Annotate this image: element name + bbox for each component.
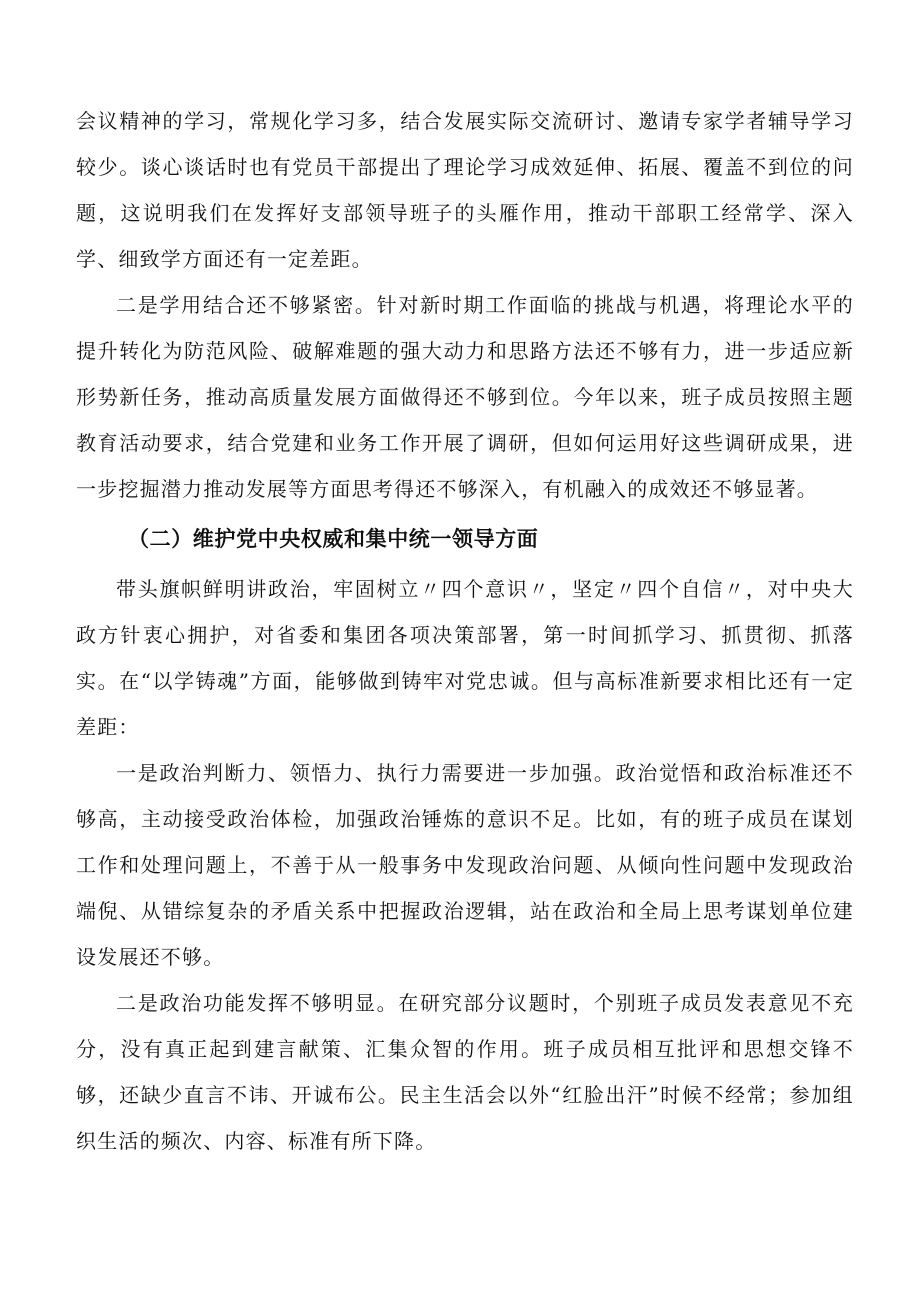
paragraph-study-application: 二是学用结合还不够紧密。针对新时期工作面临的挑战与机遇，将理论水平的提升转化为防范风险、破解难题的强大动力和思路方法还不够有力，进一步适应新形势新任务，推动高质量发展方面做得还不够到位。今年以来，班子成员按照主题教育活动要求，结合党建和业务工作开展了调研，但如何运用好这些调研成果，进一步挖掘潜力推动发展等方面思考得还不够深入，有机融入的成效还不够显著。 bbox=[76, 293, 854, 501]
paragraph-political-function: 二是政治功能发挥不够明显。在研究部分议题时，个别班子成员发表意见不充分，没有真正起到建言献策、汇集众智的作用。班子成员相互批评和思想交锋不够，还缺少直言不讳、开诚布公。民主生活会以外“红脸出汗”时候不经常；参加组织生活的频次、内容、标准有所下降。 bbox=[76, 991, 854, 1153]
paragraph-continuation: 会议精神的学习，常规化学习多，结合发展实际交流研讨、邀请专家学者辅导学习较少。谈心谈话时也有党员干部提出了理论学习成效延伸、拓展、覆盖不到位的问题，这说明我们在发挥好支部领导班子的头雁作用，推动干部职工经常学、深入学、细致学方面还有一定差距。 bbox=[76, 109, 854, 271]
paragraph-political-judgment: 一是政治判断力、领悟力、执行力需要进一步加强。政治觉悟和政治标准还不够高，主动接受政治体检，加强政治锤炼的意识不足。比如，有的班子成员在谋划工作和处理问题上，不善于从一般事务中发现政治问题、从倾向性问题中发现政治端倪、从错综复杂的矛盾关系中把握政治逻辑，站在政治和全局上思考谋划单位建设发展还不够。 bbox=[76, 761, 854, 969]
document-page bbox=[76, 98, 854, 1164]
section-heading: （二）维护党中央权威和集中统一领导方面 bbox=[128, 527, 539, 551]
paragraph-politics-intro: 带头旗帜鲜明讲政治，牢固树立〃四个意识〃，坚定〃四个自信〃，对中央大政方针衷心拥护，对省委和集团各项决策部署，第一时间抓学习、抓贯彻、抓落实。在“以学铸魂”方面，能够做到铸牢对党忠诚。但与高标准新要求相比还有一定差距： bbox=[76, 577, 854, 739]
